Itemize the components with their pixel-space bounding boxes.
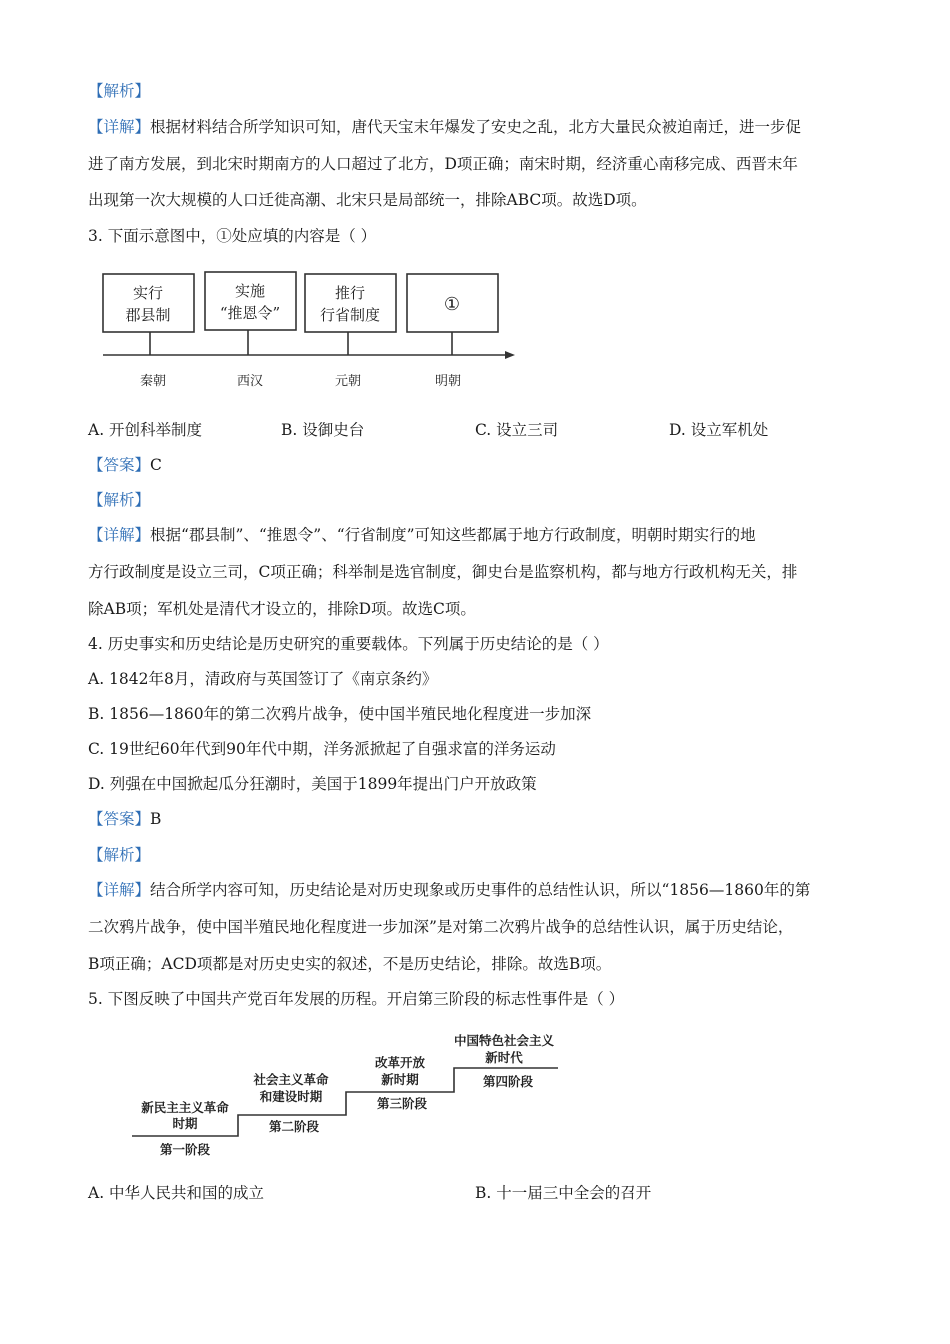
q3-axis-arrow-icon (505, 351, 515, 359)
q5-stage-3-top1: 改革开放 (374, 1055, 426, 1070)
q3-dynasty-1: 秦朝 (139, 374, 167, 389)
q4-detail-line-3: B项正确；ACD项都是对历史史实的叙述，不是历史结论，排除。故选B项。 (88, 955, 612, 973)
q5-stage-3-bottom: 第三阶段 (376, 1096, 428, 1111)
q3-detail-line-3: 除AB项；军机处是清代才设立的，排除D项。故选C项。 (88, 600, 476, 618)
q3-detail-line-2: 方行政制度是设立三司，C项正确；科举制是选官制度，御史台是监察机构，都与地方行政机构无关，排 (88, 563, 798, 581)
q2-detail-tag: 【详解】 (88, 118, 151, 136)
q2-detail-line-1: 【详解】根据材料结合所学知识可知，唐代天宝末年爆发了安史之乱，北方大量民众被迫南迁，进一步促 (88, 118, 802, 136)
q5-stage-4-bottom: 第四阶段 (482, 1074, 534, 1089)
q3-box-3-line2: 行省制度 (319, 306, 381, 324)
q3-analysis-tag: 【解析】 (88, 491, 151, 509)
q5-stage-3-top2: 新时期 (381, 1072, 419, 1087)
q5-option-b: B. 十一届三中全会的召开 (475, 1184, 652, 1202)
q5-stage-diagram (128, 1028, 568, 1163)
q5-stage-2-top2: 和建设时期 (259, 1089, 323, 1104)
q5-stage-2-bottom: 第二阶段 (268, 1119, 320, 1134)
q3-dynasty-3: 元朝 (334, 374, 362, 389)
q2-detail-line-3: 出现第一次大规模的人口迁徙高潮、北宋只是局部统一，排除ABC项。故选D项。 (88, 191, 647, 209)
q3-box-2-line1: 实施 (234, 282, 266, 300)
q3-box-4-label: ① (443, 294, 461, 315)
q3-option-a: A. 开创科举制度 (88, 421, 203, 439)
q3-timeline-diagram (95, 262, 525, 397)
q3-box-2-line2: “推恩令” (219, 304, 281, 322)
q3-question: 3. 下面示意图中，①处应填的内容是（ ） (88, 227, 377, 245)
q5-stage-2-top1: 社会主义革命 (253, 1072, 329, 1087)
q3-option-b: B. 设御史台 (281, 421, 365, 439)
q5-stage-1-top1: 新民主主义革命 (141, 1100, 229, 1115)
q4-option-b: B. 1856—1860年的第二次鸦片战争，使中国半殖民地化程度进一步加深 (88, 705, 592, 723)
q3-box-1-line2: 郡县制 (125, 306, 171, 324)
q4-option-a: A. 1842年8月，清政府与英国签订了《南京条约》 (88, 670, 438, 688)
q3-dynasty-2: 西汉 (236, 374, 264, 389)
q5-stage-1-top2: 时期 (172, 1116, 198, 1131)
q4-detail-line-2: 二次鸦片战争，使中国半殖民地化程度进一步加深”是对第二次鸦片战争的总结性认识，属于历史结论， (88, 918, 794, 936)
q2-detail-line-2: 进了南方发展，到北宋时期南方的人口超过了北方，D项正确；南宋时期，经济重心南移完成、西晋末年 (88, 155, 798, 173)
q4-option-d: D. 列强在中国掀起瓜分狂潮时，美国于1899年提出门户开放政策 (88, 775, 537, 793)
q4-option-c: C. 19世纪60年代到90年代中期，洋务派掀起了自强求富的洋务运动 (88, 740, 556, 758)
q5-stage-1-bottom: 第一阶段 (159, 1142, 211, 1157)
q3-option-c: C. 设立三司 (475, 421, 559, 439)
q5-stage-4-top2: 新时代 (485, 1050, 523, 1065)
q4-answer: 【答案】B (88, 810, 162, 828)
q3-answer: 【答案】C (88, 456, 162, 474)
q4-detail-line-1: 【详解】结合所学内容可知，历史结论是对历史现象或历史事件的总结性认识，所以“1856—1860年的第 (88, 881, 811, 899)
q3-option-d: D. 设立军机处 (669, 421, 769, 439)
q4-analysis-tag: 【解析】 (88, 846, 151, 864)
q3-detail-line-1: 【详解】根据“郡县制”、“推恩令”、“行省制度”可知这些都属于地方行政制度，明朝时期实行的地 (88, 526, 756, 544)
q3-dynasty-4: 明朝 (434, 374, 462, 389)
q3-box-1-line1: 实行 (132, 284, 164, 302)
q5-stage-4-top1: 中国特色社会主义 (453, 1033, 555, 1048)
q2-analysis-tag: 【解析】 (88, 82, 151, 100)
q4-question: 4. 历史事实和历史结论是历史研究的重要载体。下列属于历史结论的是（ ） (88, 635, 609, 653)
q5-option-a: A. 中华人民共和国的成立 (88, 1184, 265, 1202)
q3-box-3-line1: 推行 (334, 284, 366, 302)
q5-question: 5. 下图反映了中国共产党百年发展的历程。开启第三阶段的标志性事件是（ ） (88, 990, 625, 1008)
